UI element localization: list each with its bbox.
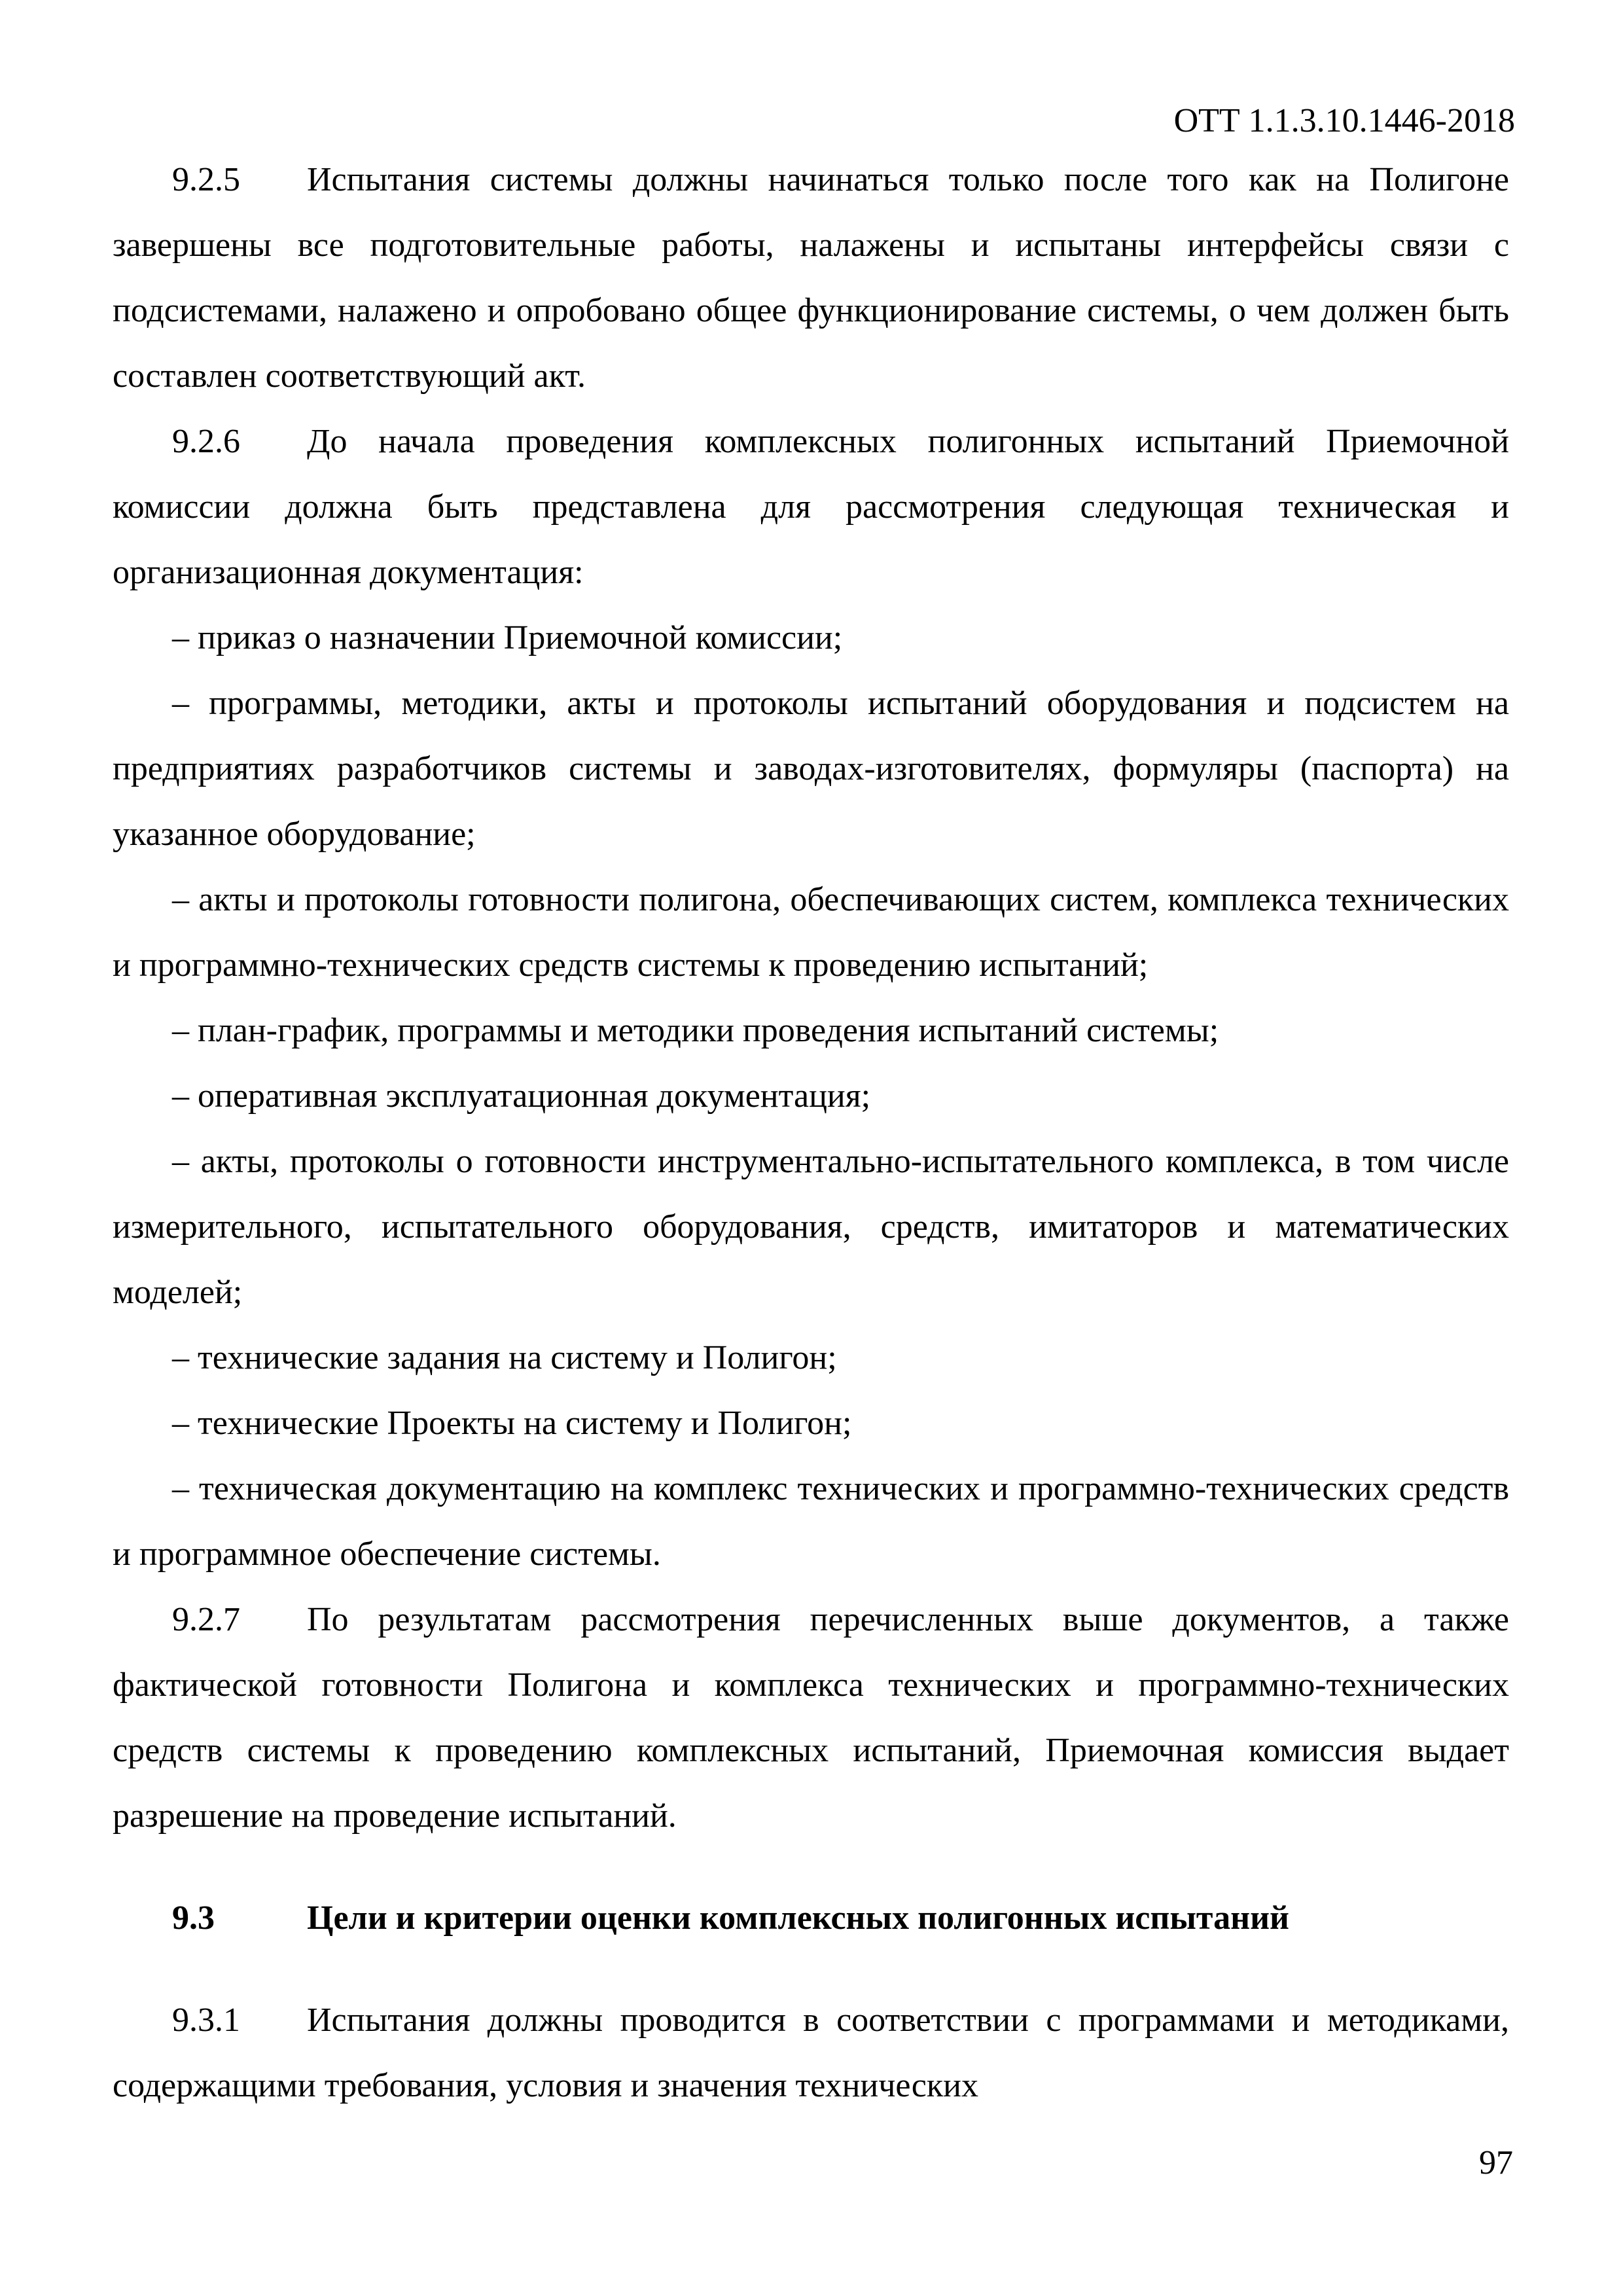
paragraph-number: 9.3.1 [172,2001,240,2039]
paragraph-9-2-7 [113,1587,1509,1849]
list-item: – технические задания на систему и Полигон; [172,1339,837,1376]
paragraph-number: 9.2.7 [172,1601,240,1638]
section-number: 9.3 [172,1899,215,1937]
page-body [113,147,1509,2119]
list-item: – оперативная эксплуатационная документация; [172,1077,871,1115]
paragraph-9-2-5 [113,147,1509,409]
list-item: – приказ о назначении Приемочной комиссии; [172,619,843,656]
paragraph-number: 9.2.6 [172,423,240,460]
paragraph-number: 9.2.5 [172,161,240,198]
page-number: 97 [1479,2144,1513,2181]
paragraph-text: Испытания должны проводится в соответствии с программами и методиками, содержащими требования, условия и значения технических [113,2001,1509,2104]
paragraph-text: Испытания системы должны начинаться только после того как на Полигоне завершены все подготовительные работы, налажены и испытаны интерфейсы связи с подсистемами, налажено и опробовано общее функционирование системы, о чем должен быть составлен соответствующий акт. [113,161,1509,395]
section-title: Цели и критерии оценки комплексных полигонных испытаний [307,1899,1289,1937]
document-code-header: ОТТ 1.1.3.10.1446-2018 [1173,102,1515,139]
list-item: – программы, методики, акты и протоколы испытаний оборудования и подсистем на предприятиях разработчиков системы и заводах-изготовителях, формуляры (паспорта) на указанное оборудование; [113,685,1509,853]
paragraph-text: До начала проведения комплексных полигонных испытаний Приемочной комиссии должна быть представлена для рассмотрения следующая техническая и организационная документация: [113,423,1509,591]
list-item: – план-график, программы и методики проведения испытаний системы; [172,1012,1219,1049]
paragraph-9-3-1 [113,1988,1509,2119]
paragraph-text: По результатам рассмотрения перечисленных выше документов, а также фактической готовности Полигона и комплекса технических и программно-технических средств системы к проведению комплексных испытаний, Приемочная комиссия выдает разрешение на проведение испытаний. [113,1601,1509,1835]
paragraph-9-2-6 [113,409,1509,605]
list-item: – технические Проекты на систему и Полигон; [172,1405,852,1442]
section-heading-9-3 [113,1886,1509,1951]
list-item: – акты, протоколы о готовности инструментально-испытательного комплекса, в том числе измерительного, испытательного оборудования, средств, имитаторов и математических моделей; [113,1143,1509,1311]
list-item: – акты и протоколы готовности полигона, обеспечивающих систем, комплекса технических и программно-технических средств системы к проведению испытаний; [113,881,1509,984]
list-item: – техническая документацию на комплекс технических и программно-технических средств и программное обеспечение системы. [113,1470,1509,1573]
